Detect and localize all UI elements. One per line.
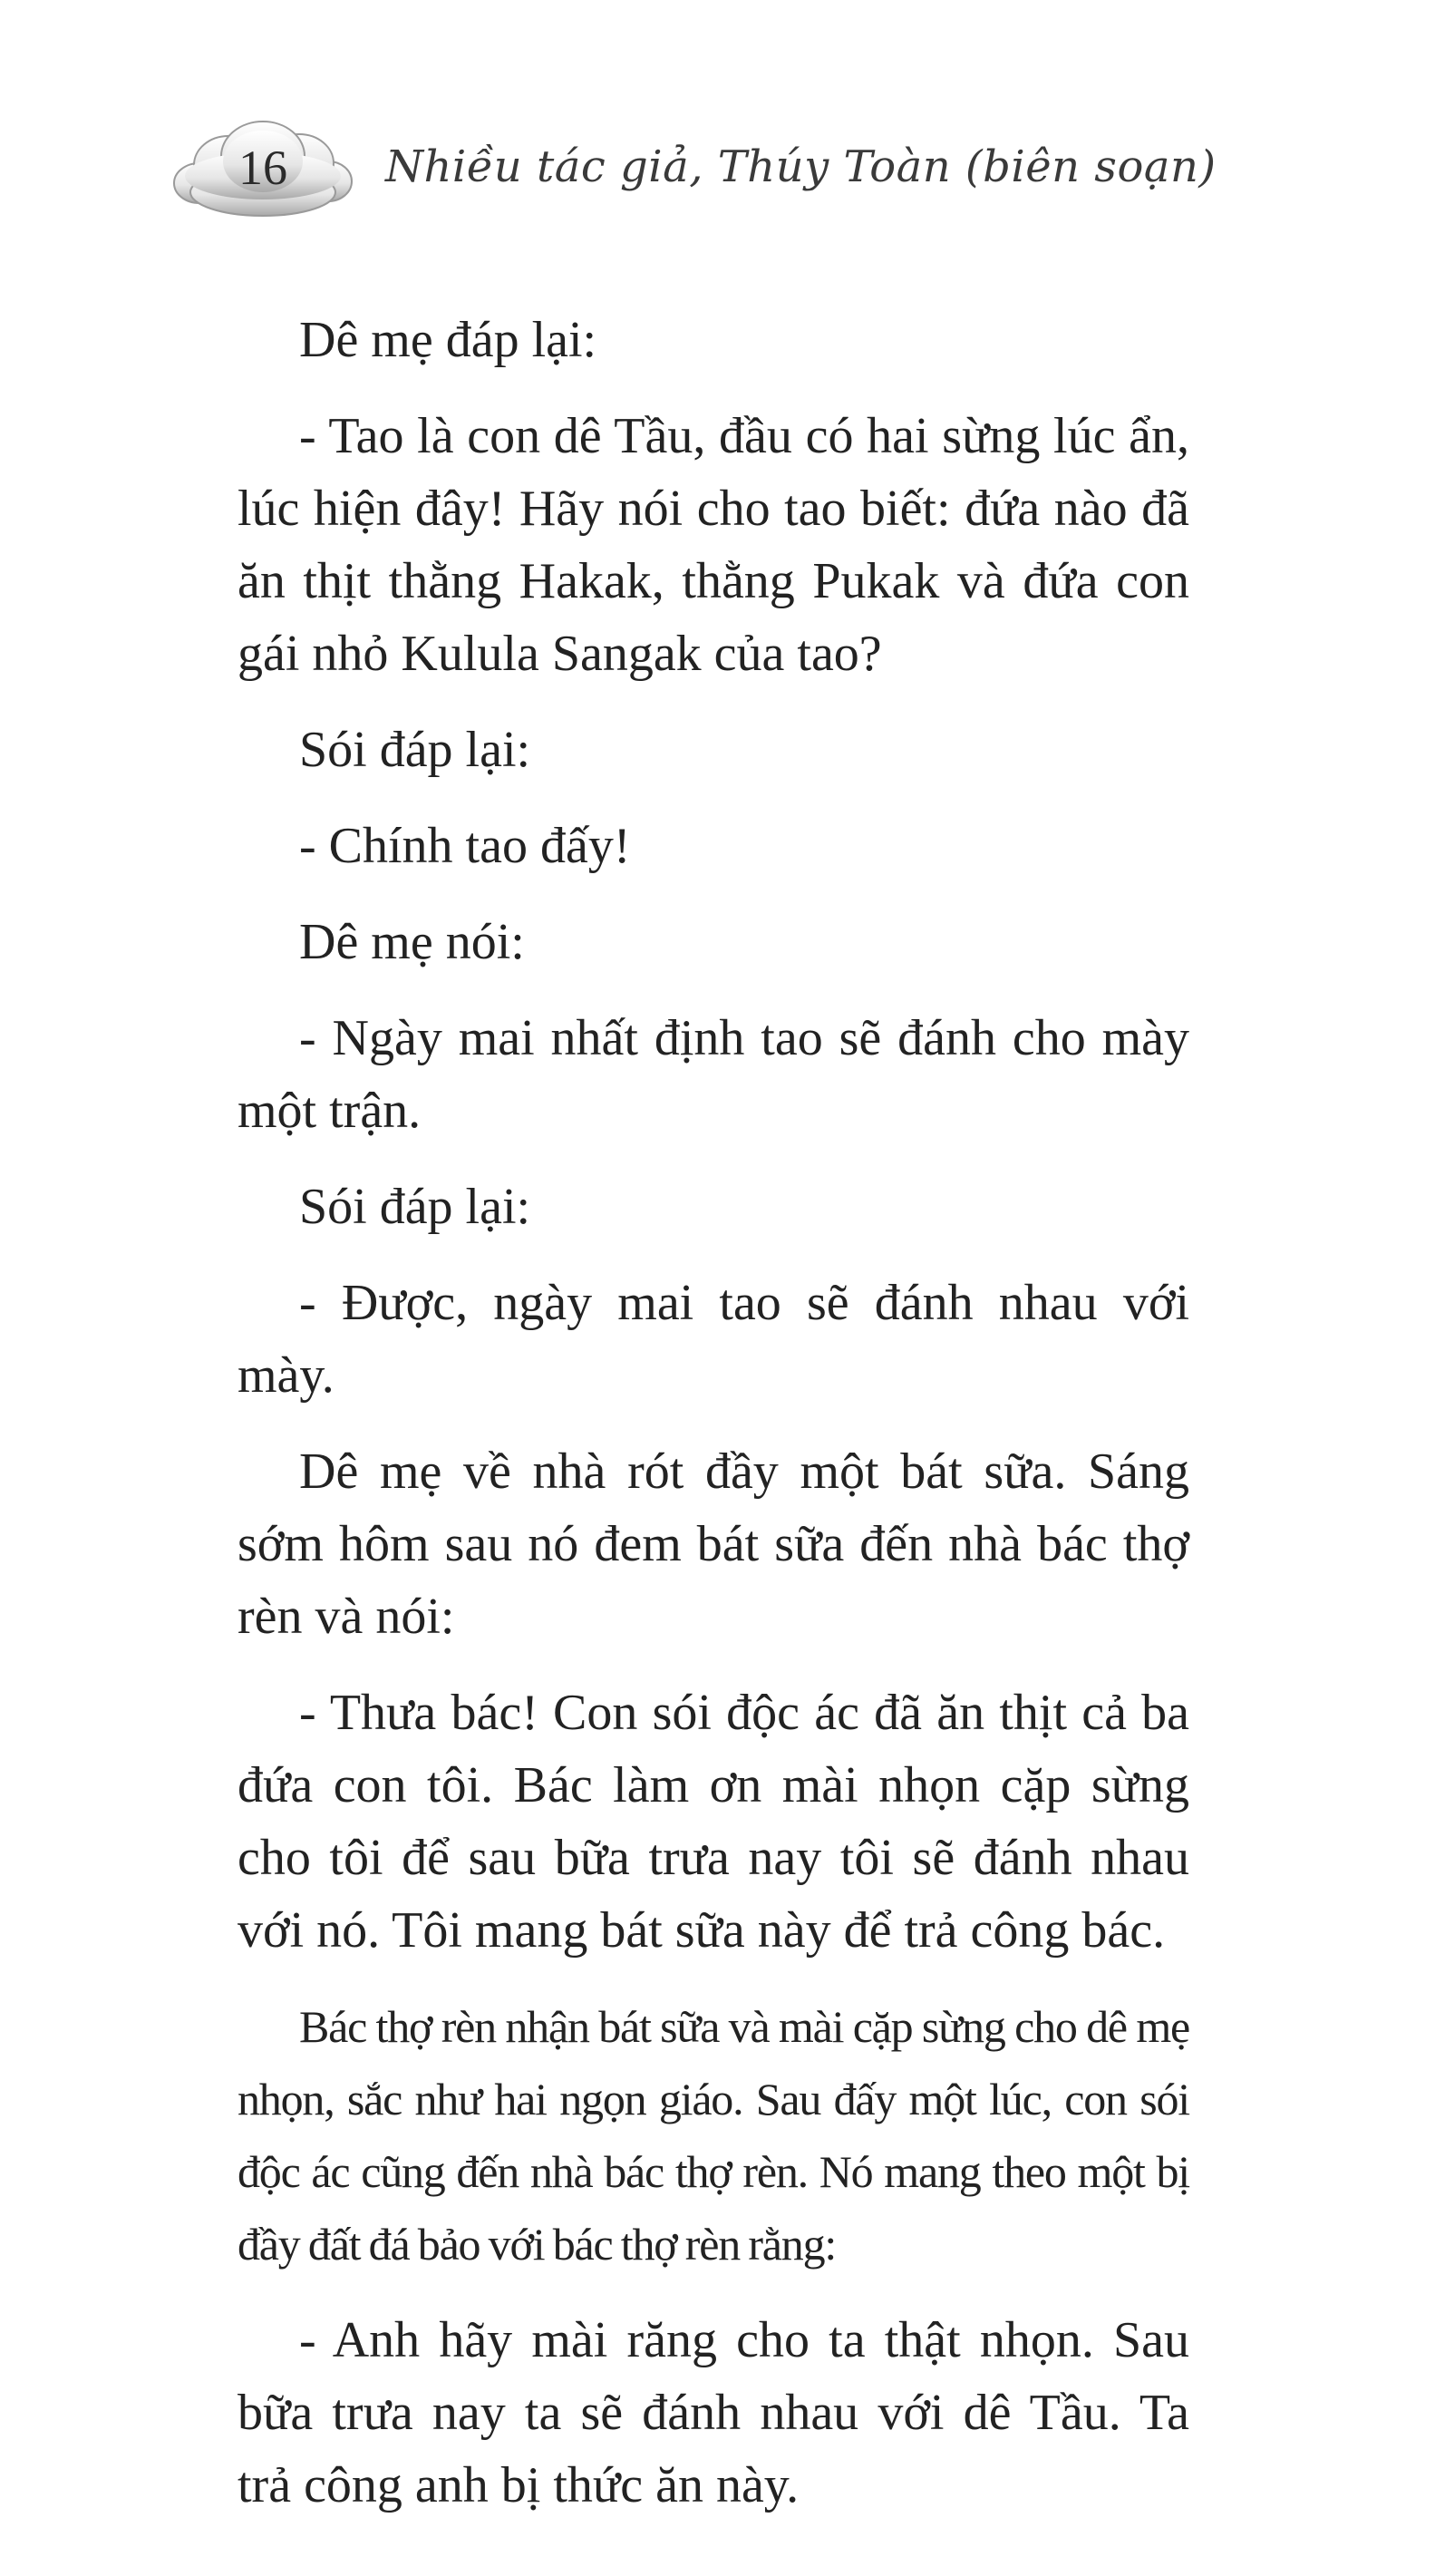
paragraph: - Ngày mai nhất định tao sẽ đánh cho mày một trận.: [238, 1010, 1189, 1139]
paragraph: Dê mẹ nói:: [299, 914, 525, 970]
paragraph: - Chính tao đấy!: [299, 818, 631, 874]
paragraph: Sói đáp lại:: [299, 722, 531, 778]
paragraph: Dê mẹ về nhà rót đầy một bát sữa. Sáng sớm hôm sau nó đem bát sữa đến nhà bác thợ rèn và nói:: [238, 1444, 1189, 1645]
page-body: [238, 304, 1189, 2545]
paragraph: - Được, ngày mai tao sẽ đánh nhau với mày.: [238, 1275, 1189, 1404]
paragraph: Dê mẹ đáp lại:: [299, 312, 597, 368]
paragraph: - Anh hãy mài răng cho ta thật nhọn. Sau bữa trưa nay ta sẽ đánh nhau với dê Tầu. Ta trả công anh bị thức ăn này.: [238, 2312, 1189, 2513]
paragraph: - Tao là con dê Tầu, đầu có hai sừng lúc ẩn, lúc hiện đây! Hãy nói cho tao biết: đứa nào đã ăn thịt thằng Hakak, thằng Pukak và đứa con gái nhỏ Kulula Sangak của tao?: [238, 408, 1189, 682]
paragraph: - Thưa bác! Con sói độc ác đã ăn thịt cả ba đứa con tôi. Bác làm ơn mài nhọn cặp sừng cho tôi để sau bữa trưa nay tôi sẽ đánh nhau với nó. Tôi mang bát sữa này để trả công bác.: [238, 1685, 1189, 1959]
page-header: [172, 118, 1278, 227]
paragraph: Sói đáp lại:: [299, 1179, 531, 1235]
paragraph: Bác thợ rèn nhận bát sữa và mài cặp sừng cho dê mẹ nhọn, sắc như hai ngọn giáo. Sau đấy một lúc, con sói độc ác cũng đến nhà bác thợ rèn. Nó mang theo một bị đầy đất đá bảo với bác thợ rèn rằng:: [238, 2001, 1189, 2270]
page-number: 16: [238, 141, 287, 195]
running-head: Nhiều tác giả, Thúy Toàn (biên soạn): [385, 141, 1217, 192]
